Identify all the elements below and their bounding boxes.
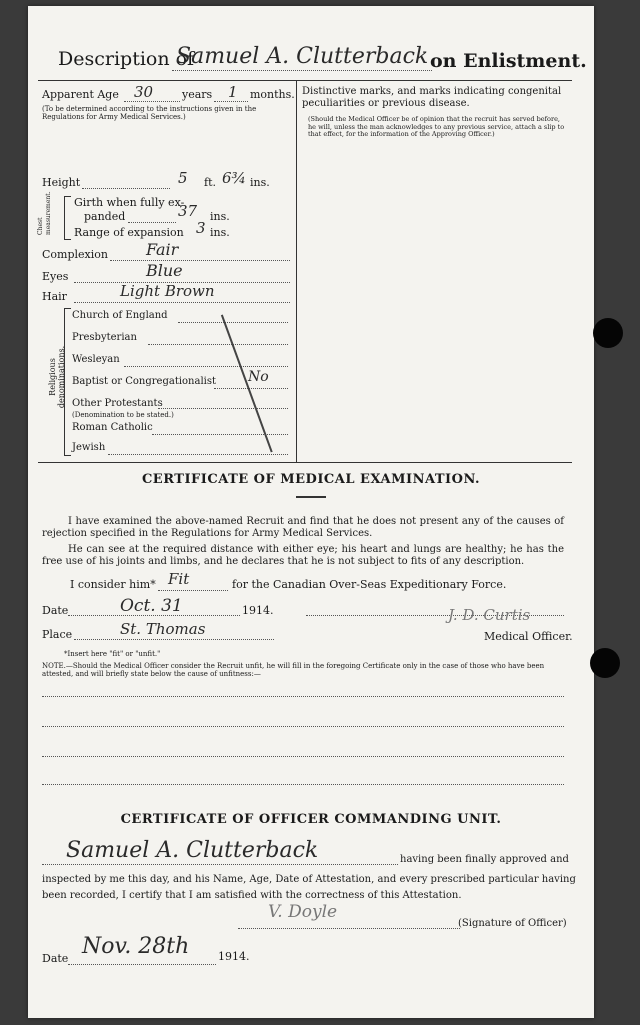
medical-officer-label: Medical Officer. [484, 630, 573, 643]
apparent-age-label: Apparent Age [42, 88, 119, 101]
medical-p2: He can see at the required distance with either eye; his heart and lungs are healthy; he has the free use of his joints and limbs, and he declares that he is not subject to fits of any description. [42, 544, 564, 567]
girth-label-1: Girth when fully ex- [74, 196, 185, 209]
ft-label: ft. [204, 176, 216, 189]
girth-label-2: panded [84, 210, 126, 223]
religion-wesleyan: Wesleyan [72, 354, 120, 365]
commanding-date-value: Nov. 28th [82, 934, 190, 959]
medical-date-label: Date [42, 604, 69, 617]
attestation-page [28, 6, 594, 1018]
commanding-date-year: 1914. [218, 950, 250, 963]
complexion-label: Complexion [42, 248, 108, 261]
hair-value: Light Brown [120, 282, 215, 300]
commanding-text-3: been recorded, I certify that I am satisfied with the correctness of this Attestation. [42, 890, 462, 901]
signature-of-officer-label: (Signature of Officer) [458, 918, 567, 929]
medical-title: CERTIFICATE OF MEDICAL EXAMINATION. [141, 472, 481, 487]
consider-value: Fit [168, 570, 190, 588]
commanding-officer-signature: V. Doyle [268, 902, 338, 922]
girth-ins: ins. [210, 210, 230, 223]
header-suffix: on Enlistment. [430, 50, 587, 72]
religion-mark: No [248, 369, 269, 385]
age-years: 30 [134, 83, 154, 101]
consider-suffix: for the Canadian Over-Seas Expeditionary Force. [232, 578, 507, 591]
range-label: Range of expansion [74, 226, 184, 239]
religion-church-of-england: Church of England [72, 310, 168, 321]
consider-label: I consider him* [70, 578, 156, 591]
binder-hole-bottom [590, 648, 620, 678]
insert-note: *Insert here "fit" or "unfit." [64, 650, 161, 658]
range-value: 3 [196, 219, 206, 237]
eyes-value: Blue [146, 261, 183, 280]
medical-note: NOTE.—Should the Medical Officer consider the Recruit unfit, he will fill in the foregoing Certificate only in the case of those who have been attested, and will briefly state below the cause of unfitness:— [42, 662, 545, 678]
medical-place-value: St. Thomas [120, 620, 206, 638]
medical-p1: I have examined the above-named Recruit and find that he does not present any of the causes of rejection specified in the Regulations for Army Medical Services. [42, 516, 564, 539]
eyes-label: Eyes [42, 270, 69, 283]
commanding-date-label: Date [42, 952, 69, 965]
years-label: years [182, 88, 213, 101]
distinctive-marks-heading: Distinctive marks, and marks indicating congenital peculiarities or previous disease. [302, 86, 562, 109]
hair-label: Hair [42, 290, 67, 303]
commanding-title: CERTIFICATE OF OFFICER COMMANDING UNIT. [120, 812, 502, 827]
religion-presbyterian: Presbyterian [72, 332, 137, 343]
religion-jewish: Jewish [72, 442, 106, 453]
religious-label: Religious denominations. [48, 345, 66, 409]
age-note: (To be determined according to the instructions given in the Regulations for Army Medical Services.) [42, 105, 257, 121]
distinctive-marks-note: (Should the Medical Officer be of opinion that the recruit has served before, he will, unless the man acknowledges to any previous service, attach a slip to that effect, for the information of the Approving Officer.) [308, 115, 565, 138]
medical-date-year: 1914. [242, 604, 274, 617]
complexion-value: Fair [146, 240, 179, 259]
girth-value: 37 [178, 202, 198, 220]
commanding-text-2: inspected by me this day, and his Name, Age, Date of Attestation, and every prescribed particular having [42, 874, 576, 885]
height-label: Height [42, 176, 81, 189]
height-ft: 5 [178, 169, 188, 187]
chest-label: Chest measurement. [37, 191, 52, 235]
header-prefix: Description of [58, 48, 195, 70]
medical-officer-signature: J. D. Curtis [448, 606, 531, 624]
binder-hole-top [593, 318, 623, 348]
medical-date-value: Oct. 31 [120, 596, 183, 616]
range-ins: ins. [210, 226, 230, 239]
religion-denomination-note: (Denomination to be stated.) [72, 411, 174, 419]
recruit-signature: Samuel A. Clutterback [66, 838, 319, 863]
height-ins: 6¾ [222, 169, 247, 187]
religion-roman-catholic: Roman Catholic [72, 422, 153, 433]
religion-baptist: Baptist or Congregationalist [72, 376, 216, 387]
months-label: months. [250, 88, 295, 101]
commanding-text-1: having been finally approved and [400, 854, 569, 865]
religion-other-protestants: Other Protestants [72, 398, 163, 409]
age-months: 1 [228, 83, 238, 101]
medical-place-label: Place [42, 628, 73, 641]
ins-label: ins. [250, 176, 270, 189]
recruit-name: Samuel A. Clutterback [176, 44, 429, 69]
